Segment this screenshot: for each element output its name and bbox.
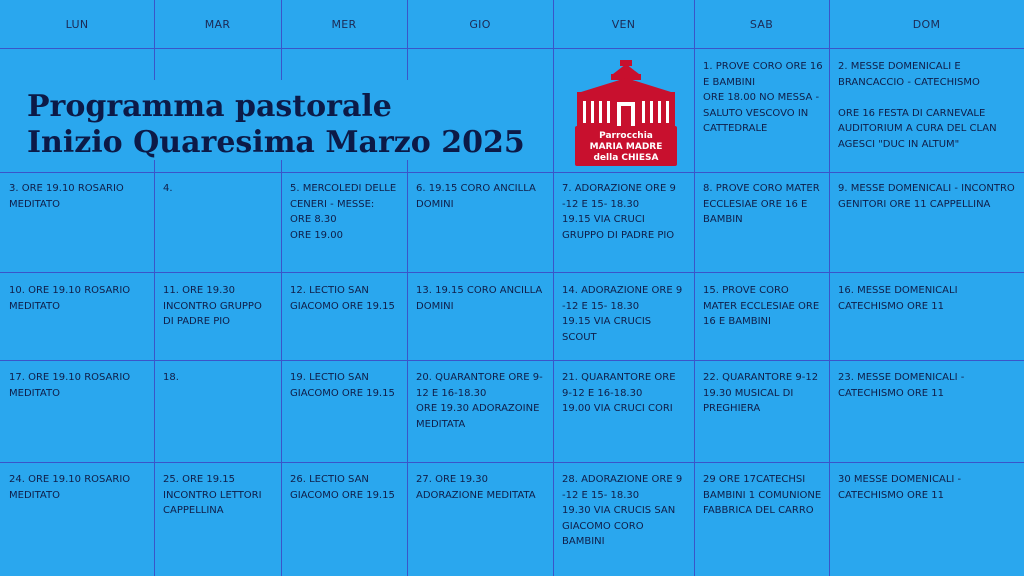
day-cell-22: 22. QUARANTORE 9-12 19.30 MUSICAL DI PREGHIERA bbox=[703, 372, 819, 414]
logo-line-3: della CHIESA bbox=[593, 153, 659, 163]
day-cell-18: 18. bbox=[163, 372, 179, 383]
day-header-lun: LUN bbox=[65, 17, 89, 31]
day-cell-14: 14. ADORAZIONE ORE 9 -12 E 15- 18.30 19.15 VIA CRUCIS SCOUT bbox=[562, 285, 683, 343]
day-cell-27: 27. ORE 19.30 ADORAZIONE MEDITATA bbox=[416, 474, 536, 501]
day-cell-4: 4. bbox=[163, 183, 173, 194]
day-header-mer: MER bbox=[331, 17, 357, 31]
row-divider bbox=[0, 272, 1024, 273]
day-cell-15: 15. PROVE CORO MATER ECCLESIAE ORE 16 E BAMBINI bbox=[703, 285, 820, 327]
day-cell-3: 3. ORE 19.10 ROSARIO MEDITATO bbox=[9, 183, 124, 210]
day-cell-16: 16. MESSE DOMENICALI CATECHISMO ORE 11 bbox=[838, 285, 958, 312]
day-cell-12: 12. LECTIO SAN GIACOMO ORE 19.15 bbox=[290, 285, 395, 312]
day-cell-21: 21. QUARANTORE ORE 9-12 E 16-18.30 19.00 VIA CRUCI CORI bbox=[562, 372, 676, 414]
day-header-ven: VEN bbox=[611, 17, 636, 31]
day-cell-8: 8. PROVE CORO MATER ECCLESIAE ORE 16 E BAMBIN bbox=[703, 183, 820, 225]
day-cell-1: 1. PROVE CORO ORE 16 E BAMBINI ORE 18.00 NO MESSA - SALUTO VESCOVO IN CATTEDRALE bbox=[703, 61, 823, 134]
logo-line-1: Parrocchia bbox=[599, 131, 653, 141]
row-divider bbox=[0, 462, 1024, 463]
day-header-sab: SAB bbox=[749, 17, 774, 31]
day-cell-6: 6. 19.15 CORO ANCILLA DOMINI bbox=[416, 183, 536, 210]
day-cell-23: 23. MESSE DOMENICALI - CATECHISMO ORE 11 bbox=[838, 372, 965, 399]
row-divider bbox=[0, 172, 1024, 173]
day-header-dom: DOM bbox=[912, 17, 941, 31]
parish-logo bbox=[567, 58, 685, 166]
day-cell-11: 11. ORE 19.30 INCONTRO GRUPPO DI PADRE PIO bbox=[163, 285, 262, 327]
day-cell-5: 5. MERCOLEDI DELLE CENERI - MESSE: ORE 8.30 ORE 19.00 bbox=[290, 183, 397, 241]
day-header-mar: MAR bbox=[204, 17, 231, 31]
logo-line-2: MARIA MADRE bbox=[589, 142, 663, 152]
day-cell-19: 19. LECTIO SAN GIACOMO ORE 19.15 bbox=[290, 372, 395, 399]
page-title: Programma pastorale Inizio Quaresima Marzo 2025 bbox=[27, 89, 525, 160]
day-cell-24: 24. ORE 19.10 ROSARIO MEDITATO bbox=[9, 474, 131, 501]
row-divider bbox=[0, 360, 1024, 361]
day-cell-25: 25. ORE 19.15 INCONTRO LETTORI CAPPELLINA bbox=[163, 474, 262, 516]
day-cell-26: 26. LECTIO SAN GIACOMO ORE 19.15 bbox=[290, 474, 395, 501]
row-divider bbox=[0, 48, 1024, 49]
day-cell-9: 9. MESSE DOMENICALI - INCONTRO GENITORI ORE 11 CAPPELLINA bbox=[838, 183, 1015, 210]
day-header-gio: GIO bbox=[469, 17, 491, 31]
day-cell-7: 7. ADORAZIONE ORE 9 -12 E 15- 18.30 19.15 VIA CRUCI GRUPPO DI PADRE PIO bbox=[562, 183, 676, 241]
day-cell-20: 20. QUARANTORE ORE 9-12 E 16-18.30 ORE 19.30 ADORAZOINE MEDITATA bbox=[416, 372, 543, 430]
day-cell-30: 30 MESSE DOMENICALI - CATECHISMO ORE 11 bbox=[838, 474, 962, 501]
day-cell-10: 10. ORE 19.10 ROSARIO MEDITATO bbox=[9, 285, 131, 312]
day-cell-2: 2. MESSE DOMENICALI E BRANCACCIO - CATECHISMO ORE 16 FESTA DI CARNEVALE AUDITORIUM A CURA DEL CLAN AGESCI "DUC IN ALTUM" bbox=[838, 61, 997, 150]
day-cell-13: 13. 19.15 CORO ANCILLA DOMINI bbox=[416, 285, 543, 312]
day-cell-29: 29 ORE 17CATECHSI BAMBINI 1 COMUNIONE FABBRICA DEL CARRO bbox=[703, 474, 822, 516]
day-cell-28: 28. ADORAZIONE ORE 9 -12 E 15- 18.30 19.30 VIA CRUCIS SAN GIACOMO CORO BAMBINI bbox=[562, 474, 683, 547]
day-cell-17: 17. ORE 19.10 ROSARIO MEDITATO bbox=[9, 372, 131, 399]
